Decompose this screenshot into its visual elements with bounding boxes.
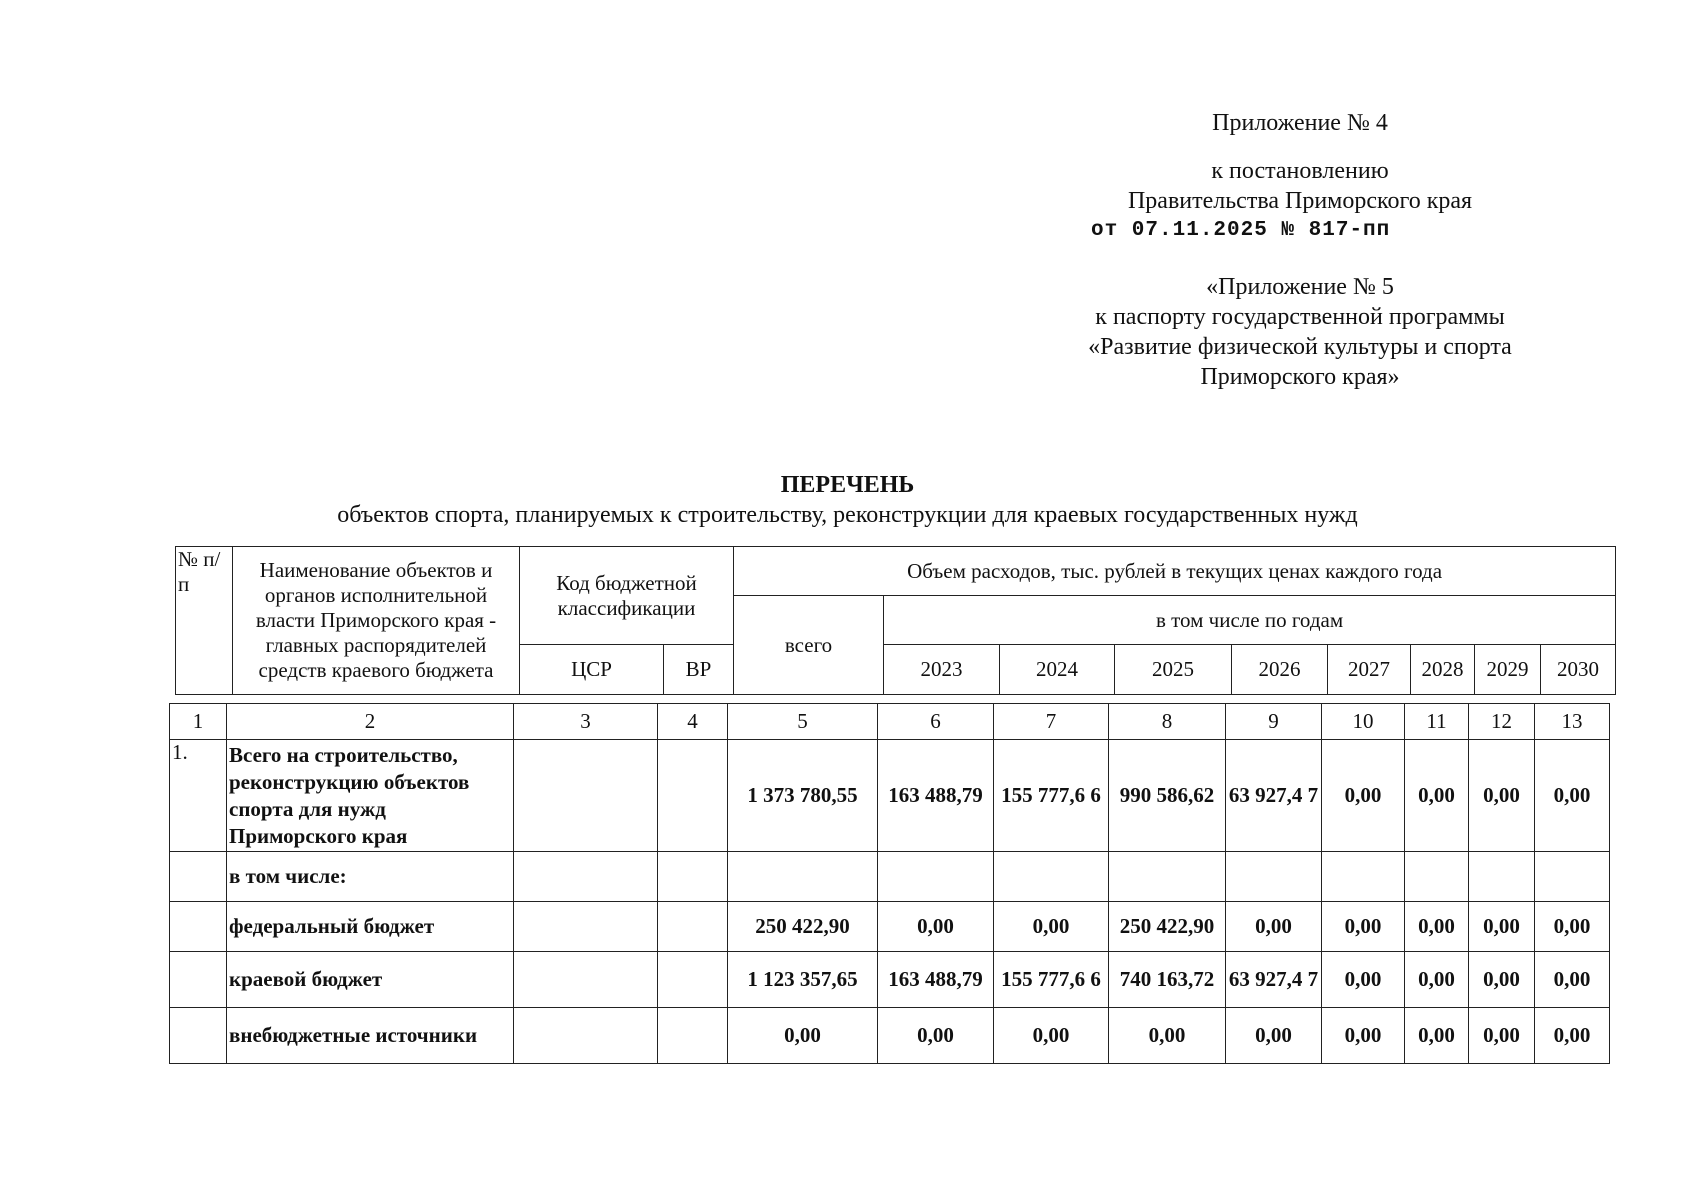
appendix-issuer: Правительства Приморского края — [1127, 188, 1473, 214]
row-year-value — [1322, 852, 1405, 902]
column-number: 2 — [227, 704, 514, 740]
column-number: 3 — [514, 704, 658, 740]
row-vr — [658, 902, 728, 952]
row-year-value: 0,00 — [994, 902, 1109, 952]
row-name: Всего на строительство, реконструкцию объектов спорта для нужд Приморского края — [227, 740, 514, 852]
row-year-value — [878, 852, 994, 902]
row-number: 1. — [170, 740, 227, 852]
row-year-value — [1469, 852, 1535, 902]
header-year: 2023 — [884, 645, 1000, 695]
header-budget-code: Код бюджетной классификации — [520, 547, 734, 645]
header-year: 2026 — [1232, 645, 1328, 695]
row-year-value — [1405, 852, 1469, 902]
row-number — [170, 852, 227, 902]
row-name: федеральный бюджет — [227, 902, 514, 952]
header-year: 2029 — [1475, 645, 1541, 695]
column-number: 9 — [1226, 704, 1322, 740]
row-year-value: 0,00 — [1469, 952, 1535, 1008]
data-table — [169, 703, 1610, 1064]
row-name: краевой бюджет — [227, 952, 514, 1008]
row-vr — [658, 952, 728, 1008]
row-year-value: 163 488,79 — [878, 740, 994, 852]
appendix-block — [1050, 108, 1550, 392]
header-num: № п/п — [176, 547, 233, 695]
row-year-value: 0,00 — [1469, 740, 1535, 852]
row-name: в том числе: — [227, 852, 514, 902]
table-row-federal — [170, 902, 1610, 952]
row-year-value — [1226, 852, 1322, 902]
row-number — [170, 1008, 227, 1064]
header-vr: ВР — [664, 645, 734, 695]
row-year-value: 0,00 — [994, 1008, 1109, 1064]
row-csr — [514, 902, 658, 952]
row-year-value: 0,00 — [1535, 952, 1610, 1008]
row-total: 0,00 — [728, 1008, 878, 1064]
row-year-value: 250 422,90 — [1109, 902, 1226, 952]
row-total — [728, 852, 878, 902]
decree-number: от 07.11.2025 № 817-пп — [1091, 219, 1391, 242]
column-numbers-row — [170, 704, 1610, 740]
header-year: 2024 — [1000, 645, 1115, 695]
column-number: 1 — [170, 704, 227, 740]
row-year-value: 0,00 — [1322, 740, 1405, 852]
row-year-value: 0,00 — [1226, 902, 1322, 952]
column-number: 7 — [994, 704, 1109, 740]
column-number: 11 — [1405, 704, 1469, 740]
title-heading: ПЕРЕЧЕНЬ — [780, 472, 915, 498]
header-year: 2025 — [1115, 645, 1232, 695]
header-year: 2028 — [1411, 645, 1475, 695]
program-name-line2: Приморского края» — [1200, 364, 1400, 390]
table-row-including — [170, 852, 1610, 902]
row-year-value: 0,00 — [1405, 740, 1469, 852]
row-csr — [514, 740, 658, 852]
table-header — [175, 546, 1616, 695]
column-number: 13 — [1535, 704, 1610, 740]
column-number: 10 — [1322, 704, 1405, 740]
table-row-extrabudgetary — [170, 1008, 1610, 1064]
column-number: 8 — [1109, 704, 1226, 740]
row-year-value: 0,00 — [878, 1008, 994, 1064]
row-year-value: 740 163,72 — [1109, 952, 1226, 1008]
row-vr — [658, 852, 728, 902]
appendix-ref: к постановлению — [1211, 158, 1389, 184]
row-year-value: 163 488,79 — [878, 952, 994, 1008]
row-year-value: 0,00 — [1535, 1008, 1610, 1064]
table-row-total — [170, 740, 1610, 852]
row-year-value: 155 777,6 6 — [994, 952, 1109, 1008]
program-appendix-number: «Приложение № 5 — [1206, 274, 1394, 300]
header-csr: ЦСР — [520, 645, 664, 695]
header-year: 2027 — [1328, 645, 1411, 695]
title-subheading: объектов спорта, планируемых к строительству, реконструкции для краевых государственных нужд — [337, 502, 1358, 528]
column-number: 5 — [728, 704, 878, 740]
row-year-value: 0,00 — [1405, 952, 1469, 1008]
row-csr — [514, 952, 658, 1008]
row-year-value: 0,00 — [1535, 902, 1610, 952]
row-csr — [514, 852, 658, 902]
row-vr — [658, 1008, 728, 1064]
row-year-value: 0,00 — [1469, 1008, 1535, 1064]
row-number — [170, 902, 227, 952]
header-by-years: в том числе по годам — [884, 596, 1616, 645]
column-number: 6 — [878, 704, 994, 740]
row-year-value: 63 927,4 7 — [1226, 740, 1322, 852]
column-number: 12 — [1469, 704, 1535, 740]
row-vr — [658, 740, 728, 852]
row-total: 250 422,90 — [728, 902, 878, 952]
column-number: 4 — [658, 704, 728, 740]
document-title — [0, 470, 1695, 530]
row-year-value: 0,00 — [878, 902, 994, 952]
header-expenses: Объем расходов, тыс. рублей в текущих ценах каждого года — [734, 547, 1616, 596]
appendix-number: Приложение № 4 — [1212, 110, 1388, 136]
row-year-value — [1535, 852, 1610, 902]
table-row-regional — [170, 952, 1610, 1008]
row-year-value: 0,00 — [1535, 740, 1610, 852]
header-total: всего — [734, 596, 884, 695]
row-year-value: 0,00 — [1405, 902, 1469, 952]
program-name-line1: «Развитие физической культуры и спорта — [1088, 334, 1512, 360]
row-year-value: 0,00 — [1405, 1008, 1469, 1064]
row-year-value — [994, 852, 1109, 902]
row-number — [170, 952, 227, 1008]
header-year: 2030 — [1541, 645, 1616, 695]
row-total: 1 373 780,55 — [728, 740, 878, 852]
program-passport-ref: к паспорту государственной программы — [1095, 304, 1505, 330]
row-year-value: 0,00 — [1322, 902, 1405, 952]
row-year-value: 0,00 — [1322, 952, 1405, 1008]
row-year-value: 990 586,62 — [1109, 740, 1226, 852]
row-year-value: 63 927,4 7 — [1226, 952, 1322, 1008]
row-total: 1 123 357,65 — [728, 952, 878, 1008]
row-year-value: 155 777,6 6 — [994, 740, 1109, 852]
row-name: внебюджетные источники — [227, 1008, 514, 1064]
header-name: Наименование объектов и органов исполнительной власти Приморского края - главных распорядителей средств краевого бюджета — [233, 547, 520, 695]
row-year-value: 0,00 — [1322, 1008, 1405, 1064]
row-year-value: 0,00 — [1469, 902, 1535, 952]
row-year-value: 0,00 — [1109, 1008, 1226, 1064]
row-year-value: 0,00 — [1226, 1008, 1322, 1064]
row-csr — [514, 1008, 658, 1064]
row-year-value — [1109, 852, 1226, 902]
